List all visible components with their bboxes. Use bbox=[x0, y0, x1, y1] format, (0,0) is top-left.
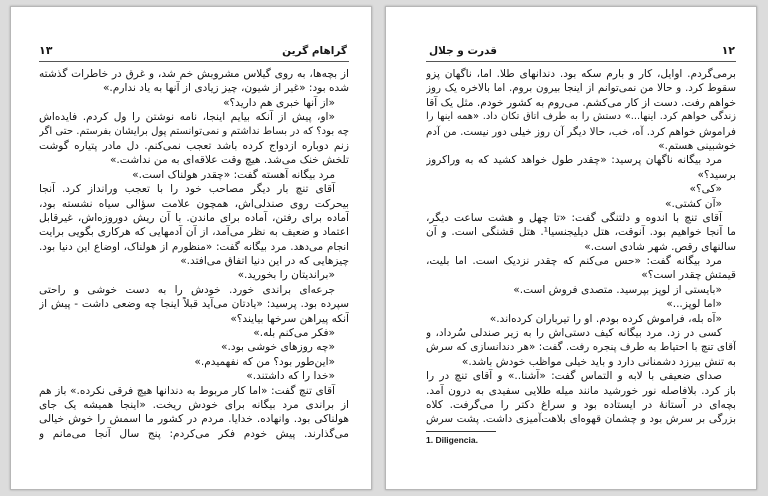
text-line: آقای تنچ با اندوه و دلتنگی گفت: «تا چهل و هشت ساعت دیگر، bbox=[426, 211, 722, 224]
paragraph bbox=[39, 182, 349, 268]
text-line: جرعه‌ای براندی خورد. خودش را به دست خوشی و راحتی bbox=[39, 283, 335, 296]
running-header bbox=[39, 43, 347, 58]
text-line: صدای ضعیفی با لابه و التماس گفت: «آشنا..» و آقای تنچ در را bbox=[426, 370, 722, 383]
text-line: «آه بله، فراموش کرده بودم. او را تیرباران کرده‌اند.» bbox=[489, 312, 722, 325]
paragraph bbox=[39, 283, 349, 326]
text-line: اعتماد و ضعیف به نظر می‌آمد، از آن آدمهایی که هرکاری بگویی برایت bbox=[39, 226, 349, 239]
text-line: آنکه پیراهن سرخها بیایند؟» bbox=[230, 312, 349, 325]
paragraph bbox=[426, 182, 736, 196]
page-body bbox=[39, 67, 349, 441]
text-line: سقوط کرد. و حالا من نمی‌توانم از اینجا بیرون بروم. اما بالاخره یک روز bbox=[426, 82, 736, 95]
text-line: کسی در زد. مرد بیگانه کیف دستی‌اش را به زیر صندلی سُرداد، و bbox=[426, 327, 722, 340]
text-line: از بچه‌ها، به روی گیلاس مشروبش خم شد، و غرق در خاطرات گذشته bbox=[39, 68, 349, 80]
text-line: چیزهایی که در این دنیا اتفاق می‌افتد.» bbox=[180, 255, 349, 268]
text-line: زندگی خواهم کرد. اینها...» دستش را به طرف اتاق تکان داد. «همه اینها را bbox=[426, 111, 736, 123]
header-rule bbox=[39, 61, 349, 62]
text-line: بیحرکت روی صندلی‌اش، همچون علامت سؤالی سیاه نشسته بود، bbox=[39, 197, 349, 210]
text-line: «براندیتان را بخورید.» bbox=[237, 269, 335, 282]
paragraph bbox=[39, 355, 349, 369]
text-line: «آن کشتی.» bbox=[665, 197, 722, 210]
text-line: مرد بیگانه ناگهان پرسید: «چقدر طول خواهد کشید که به وراکروز bbox=[426, 154, 722, 167]
text-line: آقای تنچ با احتیاط به طرف پنجره رفت. گفت: «هر دندانسازی که سرش bbox=[426, 341, 736, 354]
text-line: تلخش خنک می‌شد. هیچ وقت علاقه‌ای به من نداشت.» bbox=[109, 154, 349, 167]
running-head-title: قدرت و جلال bbox=[429, 44, 498, 57]
text-line: بچه‌ای در آستانهٔ در ایستاده بود و سراغ دکتر را می‌گرفت. کلاه bbox=[426, 398, 736, 411]
text-line: «بایستی از لوپز بپرسید. متصدی فروش است.» bbox=[513, 283, 722, 296]
text-line: شده بود: «غیر از شیون، چیز زیادی از آنها به یاد ندارم.» bbox=[102, 82, 349, 95]
text-line: بزرگی بر سرش بود و چشمان قهوه‌ای بلاهت‌آمیزی داشت. پشت سرش bbox=[426, 413, 736, 426]
paragraph bbox=[39, 96, 349, 110]
text-line: سالنهای رقص. شهر شادی است.» bbox=[584, 240, 736, 253]
paragraph bbox=[39, 168, 349, 182]
footnote-rule bbox=[426, 431, 496, 432]
page-number: ۱۳ bbox=[39, 44, 53, 57]
text-line: زنم دوباره ازدواج کرده باشد تعجب نمی‌کنم. دل مادر پتیاره گوشت bbox=[39, 139, 349, 152]
footnote: 1. Diligencia. bbox=[426, 435, 478, 445]
text-line: انجام می‌دهد. مرد بیگانه گفت: «منظورم از هولناک، اوضاع این دنیا بود. bbox=[39, 240, 349, 253]
running-head-author: گراهام گرین bbox=[282, 44, 347, 57]
text-line: آقای تنچ بار دیگر مصاحب خود را با تعجب ورانداز کرد. آنجا bbox=[39, 183, 335, 196]
paragraph bbox=[39, 369, 349, 383]
text-line: هولناکی بود. وانهاده. خدایا. مردم در کشور ما اسمش را خوش خیالی bbox=[39, 413, 349, 426]
paragraph bbox=[426, 369, 736, 427]
page-number: ۱۲ bbox=[721, 44, 735, 57]
text-line: مرد بیگانه آهسته گفت: «چقدر هولناک است.» bbox=[132, 168, 335, 181]
paragraph bbox=[426, 283, 736, 297]
text-line: «از آنها خبری هم دارید؟» bbox=[223, 96, 335, 109]
text-line: آقای تنچ گفت: «اما کار مربوط به دندانها هیچ فرقی نکرده.» باز هم bbox=[39, 384, 335, 397]
text-line: چه بود؟ که در بساط نداشتم و نمی‌توانستم پول برایشان بفرستم. حتی اگر bbox=[39, 125, 349, 137]
paragraph bbox=[39, 384, 349, 442]
paragraph bbox=[426, 326, 736, 369]
page-left bbox=[10, 6, 372, 490]
text-line: آماده برای رفتن، آماده برای ماندن. با آن ریش دوروزه‌اش، غیرقابل bbox=[39, 211, 349, 224]
paragraph bbox=[39, 326, 349, 340]
text-line: ما آنجا خواهیم بود. آنوقت، هتل دیلیجنسیا¹. هتل قشنگی است. و آن bbox=[426, 226, 736, 239]
text-line: «کی؟» bbox=[689, 183, 722, 196]
text-line: «چه روزهای خوشی بود.» bbox=[221, 341, 335, 354]
paragraph bbox=[39, 110, 349, 168]
text-line: «او، پیش از آنکه بیایم اینجا، نامه نوشتن را ول کردم. فایده‌اش bbox=[39, 111, 335, 124]
text-line: می‌گذارند. پیش خودم فکر می‌کردم: پنج سال آنجا می‌مانم و bbox=[39, 427, 349, 440]
text-line: برمی‌گردم. اوایل، کار و بارم سکه بود. دندانهای طلا. اما، ناگهان پزو bbox=[426, 68, 736, 80]
text-line: به تنش بیرزد دشمنانی دارد و باید خیلی مواظب خودش باشد.» bbox=[461, 355, 736, 368]
paragraph bbox=[426, 211, 736, 254]
paragraph bbox=[426, 153, 736, 182]
paragraph bbox=[426, 67, 736, 153]
header-rule bbox=[426, 61, 736, 62]
paragraph bbox=[426, 254, 736, 283]
text-line: سپرده بود. پرسید: «یادتان می‌آید قبلاً اینجا چه وضعی داشت - پیش از bbox=[39, 298, 349, 311]
paragraph bbox=[426, 197, 736, 211]
paragraph bbox=[39, 67, 349, 96]
text-line: از براندی مرد بیگانه برای خودش ریخت. «اینجا همیشه یک جای bbox=[39, 398, 349, 411]
page-body bbox=[426, 67, 736, 427]
text-line: خواهم رفت. دست از کار می‌کشم. می‌روم به کشور خودم. مثل یک آقا bbox=[426, 96, 736, 109]
text-line: «خدا را که داشتند.» bbox=[246, 370, 335, 383]
text-line: باز کرد. بلافاصله نور خورشید مانند میله طلایی سفیدی به درون آمد. bbox=[426, 384, 736, 397]
text-line: «فکر می‌کنم بله.» bbox=[253, 327, 335, 340]
text-line: قیمتش چقدر است؟» bbox=[641, 269, 736, 282]
paragraph bbox=[426, 312, 736, 326]
text-line: «این‌طور بود؟ من که نفهمیدم.» bbox=[194, 355, 335, 368]
page-right bbox=[385, 6, 757, 490]
running-header bbox=[429, 43, 735, 58]
text-line: خوشبینی هستم.» bbox=[658, 139, 736, 152]
text-line: فراموش خواهم کرد. آه، خب، حالا دیگر آن روز خیلی دور نیست. من آدم bbox=[426, 125, 736, 138]
text-line: «اما لوپز...» bbox=[666, 298, 722, 311]
paragraph bbox=[39, 340, 349, 354]
text-line: مرد بیگانه گفت: «حس می‌کنم که چقدر نزدیک است. اما بلیت، bbox=[426, 255, 722, 268]
paragraph bbox=[39, 268, 349, 282]
paragraph bbox=[426, 297, 736, 311]
text-line: برسید؟» bbox=[697, 168, 736, 181]
